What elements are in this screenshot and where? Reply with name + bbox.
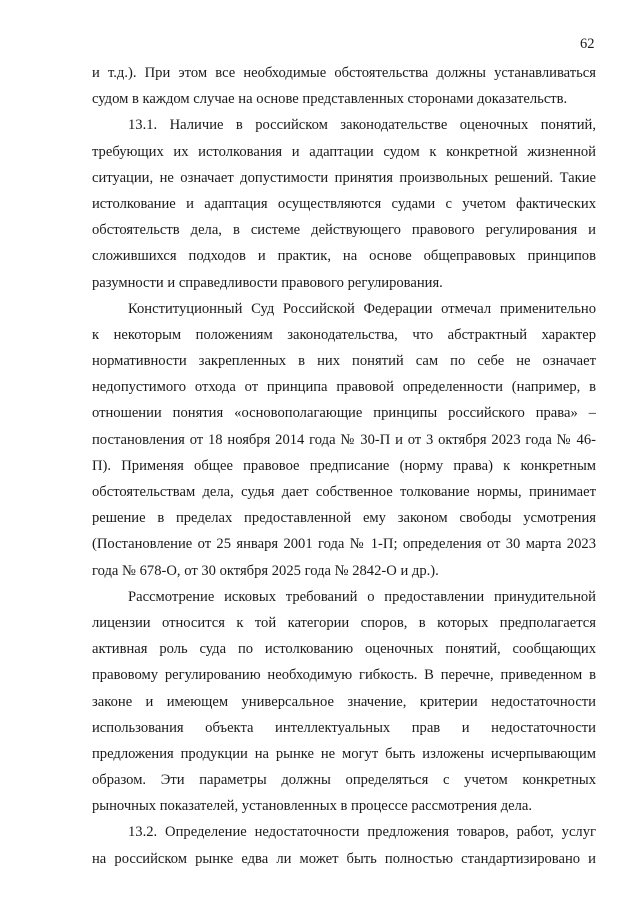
text-line: нормативности закрепленных в них понятий сам по себе не означает (92, 353, 596, 370)
text-line: ситуации, не означает допустимости принятия произвольных решений. Такие (92, 169, 596, 186)
text-line: лицензии относится к той категории споров, в которых предполагается (92, 614, 596, 631)
text-line: решение в пределах предоставленной ему законом свободы усмотрения (92, 510, 596, 527)
text-line: отношении понятия «основополагающие принципы российского права» – (92, 405, 596, 422)
text-line: Конституционный Суд Российской Федерации отмечал применительно (128, 300, 596, 317)
text-line: правовому регулированию необходимую гибкость. В перечне, приведенном в (92, 667, 596, 684)
text-line: к некоторым положениям законодательства, что абстрактный характер (92, 326, 596, 343)
text-line: истолкование и адаптация осуществляются судами с учетом фактических (92, 195, 596, 212)
text-line: недопустимого отхода от принципа правовой определенности (например, в (92, 379, 596, 396)
text-line: использования объекта интеллектуальных прав и недостаточности (92, 719, 596, 736)
text-line: (Постановление от 25 января 2001 года № 1-П; определения от 30 марта 2023 (92, 536, 596, 553)
text-line: и т.д.). При этом все необходимые обстоятельства должны устанавливаться (92, 65, 596, 81)
text-line: 13.1. Наличие в российском законодательстве оценочных понятий, (128, 117, 596, 134)
text-line: постановления от 18 ноября 2014 года № 30-П и от 3 октября 2023 года № 46- (92, 431, 596, 448)
text-line: года № 678-О, от 30 октября 2025 года № 2842-О и др.). (92, 562, 439, 579)
text-line: образом. Эти параметры должны определяться с учетом конкретных (92, 772, 596, 789)
text-line: Рассмотрение исковых требований о предоставлении принудительной (128, 588, 596, 605)
text-line: П). Применяя общее правовое предписание (норму права) к конкретным (92, 457, 596, 474)
text-line: сложившихся подходов и практик, на основе общеправовых принципов (92, 248, 596, 265)
text-line: рыночных показателей, установленных в процессе рассмотрения дела. (92, 798, 533, 815)
body-text (92, 60, 596, 872)
text-line: активная роль суда по истолкованию оценочных понятий, сообщающих (92, 641, 596, 658)
text-line: судом в каждом случае на основе представленных сторонами доказательств. (92, 91, 568, 108)
text-line: требующих их истолкования и адаптации судом к конкретной жизненной (92, 143, 596, 160)
page-number: 62 (580, 36, 595, 52)
text-line: предложения продукции на рынке не могут быть изложены исчерпывающим (92, 745, 596, 762)
text-line: обстоятельств дела, в системе действующего правового регулирования и (92, 222, 596, 239)
text-line: 13.2. Определение недостаточности предложения товаров, работ, услуг (128, 824, 596, 841)
text-line: законе и имеющем универсальное значение, критерии недостаточности (92, 693, 596, 710)
text-line: разумности и справедливости правового регулирования. (92, 274, 443, 291)
text-line: обстоятельствам дела, судья дает собственное толкование нормы, принимает (92, 484, 596, 500)
text-line: на российском рынке едва ли может быть полностью стандартизировано и (92, 850, 596, 867)
